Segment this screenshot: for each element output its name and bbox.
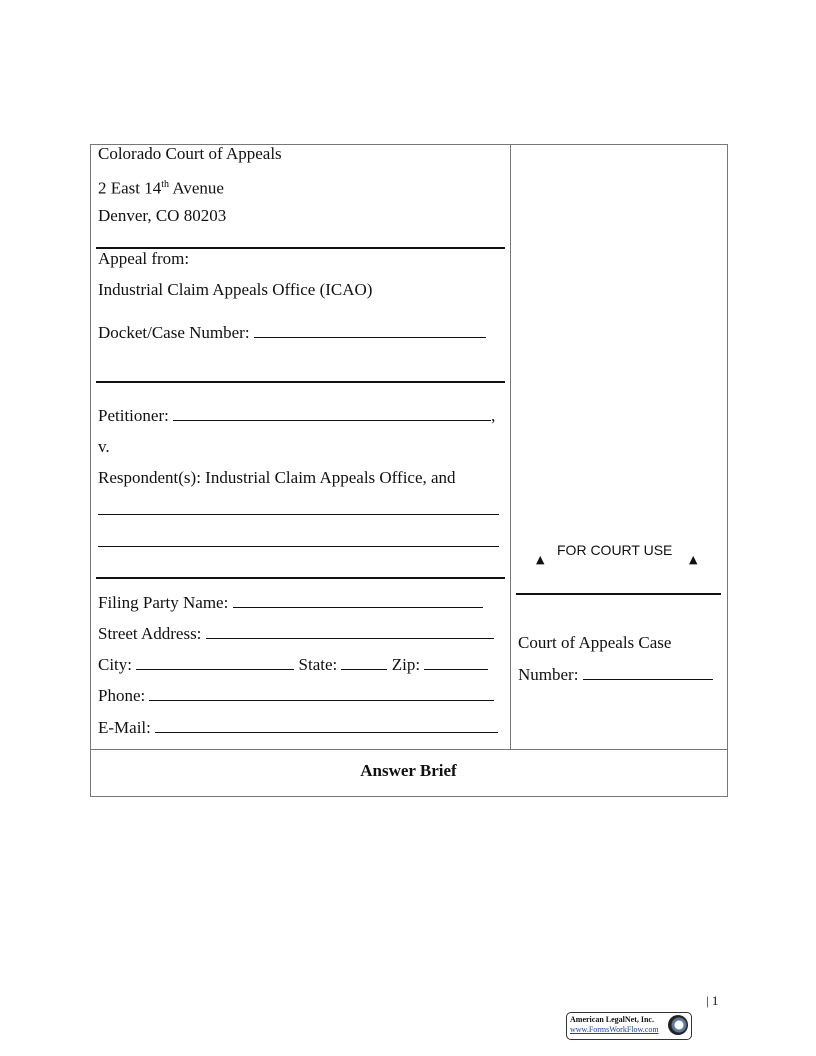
arrow-icon: ▲	[689, 553, 698, 566]
logo-name: American LegalNet, Inc.	[570, 1015, 654, 1024]
address-sup: th	[161, 179, 170, 190]
street-blank[interactable]	[206, 623, 494, 639]
city-state-zip-field[interactable]	[98, 654, 488, 675]
section-rule	[96, 381, 505, 383]
case-number-label: Court of Appeals Case	[518, 633, 672, 652]
page-number: | 1	[706, 993, 719, 1008]
zip-blank[interactable]	[424, 654, 488, 670]
document-title: Answer Brief	[360, 761, 457, 780]
petitioner-blank[interactable]	[173, 405, 491, 421]
email-field[interactable]	[98, 717, 498, 738]
arrow-icon: ▲	[536, 553, 545, 566]
court-city: Denver, CO 80203	[98, 206, 227, 225]
docket-label: Docket/Case Number:	[98, 323, 250, 342]
filing-name-blank[interactable]	[233, 592, 483, 608]
section-rule	[96, 577, 505, 579]
filing-name-label: Filing Party Name:	[98, 593, 229, 612]
case-number-label-2: Number:	[518, 665, 579, 684]
state-blank[interactable]	[341, 654, 387, 670]
petitioner-label: Petitioner:	[98, 406, 169, 425]
address-rest: Avenue	[169, 178, 224, 198]
appeal-label: Appeal from:	[98, 249, 190, 268]
docket-field[interactable]	[98, 322, 486, 343]
phone-label: Phone:	[98, 686, 146, 705]
case-number-field[interactable]	[518, 664, 713, 685]
zip-label: Zip:	[391, 655, 421, 674]
logo-url[interactable]: www.FormsWorkFlow.com	[570, 1025, 659, 1034]
court-use-rule	[516, 593, 721, 595]
respondent: Respondent(s): Industrial Claim Appeals Office, and	[98, 468, 456, 487]
street-label: Street Address:	[98, 624, 202, 643]
respondent-blank-1[interactable]	[98, 514, 499, 515]
city-label: City:	[98, 655, 133, 674]
phone-field[interactable]	[98, 685, 494, 706]
email-label: E-Mail:	[98, 718, 151, 737]
state-label: State:	[298, 655, 338, 674]
street-field[interactable]	[98, 623, 494, 644]
city-blank[interactable]	[136, 654, 294, 670]
court-use-label: FOR COURT USE	[557, 542, 673, 558]
docket-blank[interactable]	[254, 322, 486, 338]
petitioner-field[interactable]	[98, 405, 495, 426]
versus: v.	[98, 437, 110, 456]
petitioner-comma: ,	[491, 406, 496, 425]
appeal-from: Industrial Claim Appeals Office (ICAO)	[98, 280, 373, 299]
row-divider	[90, 749, 727, 750]
case-number-blank[interactable]	[583, 664, 713, 680]
address-text: 2 East 14	[98, 178, 162, 198]
filing-name-field[interactable]	[98, 592, 483, 613]
phone-blank[interactable]	[149, 685, 494, 701]
respondent-blank-2[interactable]	[98, 546, 499, 547]
court-name: Colorado Court of Appeals	[98, 144, 282, 163]
court-address	[98, 175, 224, 199]
column-divider	[510, 144, 511, 749]
email-blank[interactable]	[155, 717, 498, 733]
logo	[566, 1012, 692, 1040]
globe-icon	[668, 1015, 688, 1035]
